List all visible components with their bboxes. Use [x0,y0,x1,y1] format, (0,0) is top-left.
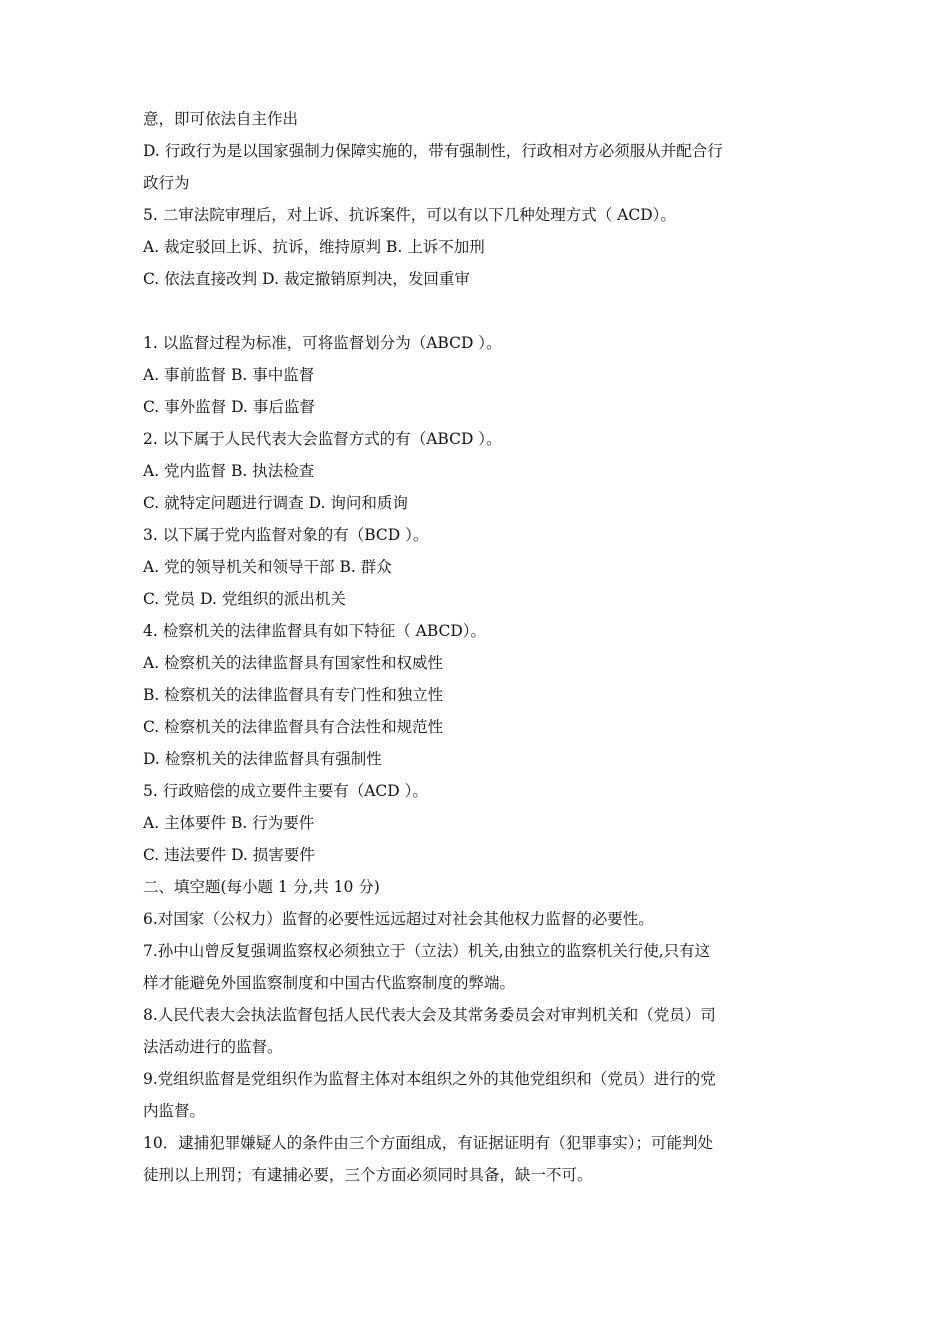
text-line: A. 党的领导机关和领导干部 B. 群众 [143,558,392,576]
text-line: 政行为 [143,174,190,192]
text-line: 1. 以监督过程为标准，可将监督划分为（ABCD ）。 [143,334,502,352]
text-line: C. 依法直接改判 D. 裁定撤销原判决，发回重审 [143,270,470,288]
section-heading: 二、填空题(每小题 1 分,共 10 分) [143,878,380,896]
text-line: 样才能避免外国监察制度和中国古代监察制度的弊端。 [143,974,516,992]
text-line: 4. 检察机关的法律监督具有如下特征（ ABCD）。 [143,622,487,640]
text-line: C. 检察机关的法律监督具有合法性和规范性 [143,718,444,736]
text-line: 8.人民代表大会执法监督包括人民代表大会及其常务委员会对审判机关和（党员）司 [143,1006,716,1024]
text-line: 法活动进行的监督。 [143,1038,283,1056]
text-line: D. 行政行为是以国家强制力保障实施的，带有强制性，行政相对方必须服从并配合行 [143,142,723,160]
text-line: B. 检察机关的法律监督具有专门性和独立性 [143,686,444,704]
text-line: 3. 以下属于党内监督对象的有（BCD ）。 [143,526,429,544]
text-line: D. 检察机关的法律监督具有强制性 [143,750,382,768]
text-line: 徒刑以上刑罚；有逮捕必要，三个方面必须同时具备，缺一不可。 [143,1166,593,1184]
text-line: A. 裁定驳回上诉、抗诉，维持原判 B. 上诉不加刑 [143,238,485,256]
text-line: A. 党内监督 B. 执法检查 [143,462,315,480]
text-line: A. 主体要件 B. 行为要件 [143,814,315,832]
text-line: 7.孙中山曾反复强调监察权必须独立于（立法）机关,由独立的监察机关行使,只有这 [143,942,711,960]
text-line: 10．逮捕犯罪嫌疑人的条件由三个方面组成，有证据证明有（犯罪事实）；可能判处 [143,1134,713,1152]
text-line: C. 就特定问题进行调查 D. 询问和质询 [143,494,408,512]
text-line: 5. 二审法院审理后，对上诉、抗诉案件，可以有以下几种处理方式（ ACD）。 [143,206,676,224]
text-line: 5. 行政赔偿的成立要件主要有（ACD ）。 [143,782,428,800]
text-line: C. 违法要件 D. 损害要件 [143,846,315,864]
text-line: 9.党组织监督是党组织作为监督主体对本组织之外的其他党组织和（党员）进行的党 [143,1070,716,1088]
text-line: C. 事外监督 D. 事后监督 [143,398,315,416]
text-line: 内监督。 [143,1102,206,1120]
text-line: 6.对国家（公权力）监督的必要性远远超过对社会其他权力监督的必要性。 [143,910,654,928]
text-line: 意，即可依法自主作出 [143,110,299,128]
text-line: A. 检察机关的法律监督具有国家性和权威性 [143,654,444,672]
text-line: C. 党员 D. 党组织的派出机关 [143,590,346,608]
text-line: A. 事前监督 B. 事中监督 [143,366,315,384]
text-line: 2. 以下属于人民代表大会监督方式的有（ABCD ）。 [143,430,502,448]
